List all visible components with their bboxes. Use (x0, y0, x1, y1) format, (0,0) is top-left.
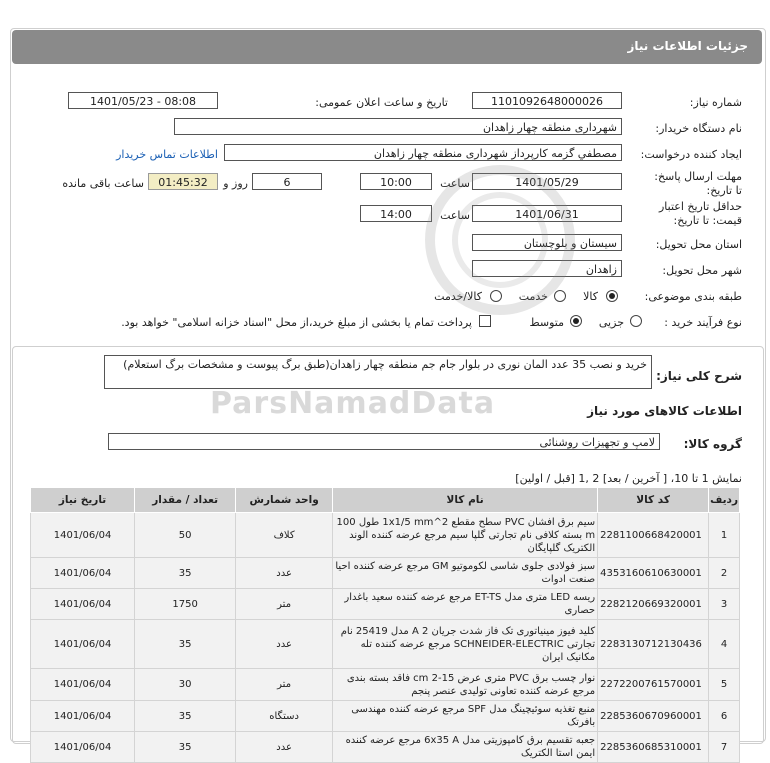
row-unit: کلاف (236, 513, 333, 558)
remaining-label: ساعت باقی مانده (62, 177, 144, 190)
city-field[interactable]: زاهدان (472, 260, 622, 277)
row-unit: عدد (236, 620, 333, 669)
table-row[interactable] (31, 701, 740, 732)
row-date: 1401/06/04 (31, 669, 135, 701)
validity-label: حداقل تاریخ اعتبار قیمت: تا تاریخ: (658, 200, 742, 227)
province-field[interactable]: سیستان و بلوچستان (472, 234, 622, 251)
row-code: 4353160610630001 (598, 558, 709, 589)
page-header (12, 30, 762, 64)
row-unit: متر (236, 669, 333, 701)
process-option-medium: متوسط (529, 316, 564, 329)
province-label: استان محل تحویل: (655, 238, 742, 251)
table-row[interactable] (31, 732, 740, 763)
page-title: جزئیات اطلاعات نیاز (627, 39, 748, 53)
row-code: 2285360685310001 (598, 732, 709, 763)
col-header-index: ردیف (709, 488, 740, 513)
row-code: 2281100668420001 (598, 513, 709, 558)
row-index: 4 (709, 620, 740, 669)
col-header-date: تاریخ نیاز (31, 488, 135, 513)
need-number-field[interactable]: 1101092648000026 (472, 92, 622, 109)
row-name: جعبه تقسیم برق کامپوزیتی مدل 6x35 A مرجع عرضه کننده ایمن استا الکتریک (333, 732, 598, 763)
days-label: روز و (223, 177, 248, 190)
row-name: کلید فیوز مینیاتوری تک فاز شدت جریان 2 A مدل 25419 نام تجارتی SCHNEIDER-ELECTRIC مرجع عرضه کننده تله مکانیک ایران (333, 620, 598, 669)
col-header-name: نام کالا (333, 488, 598, 513)
row-index: 7 (709, 732, 740, 763)
row-code: 2272200761570001 (598, 669, 709, 701)
row-index: 3 (709, 589, 740, 620)
process-label: نوع فرآیند خرید : (664, 316, 742, 329)
validity-time-field[interactable]: 14:00 (360, 205, 432, 222)
category-radio-goods[interactable] (606, 290, 618, 302)
creator-label: ایجاد کننده درخواست: (640, 148, 742, 161)
table-row[interactable] (31, 589, 740, 620)
process-radio-medium[interactable] (570, 315, 582, 327)
row-qty: 35 (135, 701, 236, 732)
row-index: 5 (709, 669, 740, 701)
row-qty: 35 (135, 620, 236, 669)
row-name: سیم برق افشان PVC سطح مقطع 2^1x1/5 mm طول 100 m بسته کلافی نام تجارتی گلپا سیم مرجع عرضه کننده الوند الکتریک گلپایگان (333, 513, 598, 558)
category-option-goods-service: کالا/خدمت (434, 290, 482, 303)
row-index: 6 (709, 701, 740, 732)
row-name: منبع تغذیه سوئیچینگ مدل SPF مرجع عرضه کننده مهندسی بافرتک (333, 701, 598, 732)
process-option-small: جزیی (598, 316, 624, 329)
row-unit: عدد (236, 558, 333, 589)
row-qty: 30 (135, 669, 236, 701)
category-option-service: خدمت (518, 290, 548, 303)
row-code: 2285360670960001 (598, 701, 709, 732)
announce-label: تاریخ و ساعت اعلان عمومی: (315, 96, 448, 109)
table-row[interactable] (31, 620, 740, 669)
col-header-qty: تعداد / مقدار (135, 488, 236, 513)
treasury-payment-checkbox[interactable] (479, 315, 491, 327)
watermark-logo-text: ParsNamadData (210, 386, 496, 421)
row-date: 1401/06/04 (31, 620, 135, 669)
row-unit: متر (236, 589, 333, 620)
description-label: شرح کلی نیاز: (656, 369, 742, 383)
description-field[interactable]: خرید و نصب 35 عدد المان نوری در بلوار جام جم منطقه چهار زاهدان(طبق برگ پیوست و مشخصات برگ استعلام) (104, 355, 652, 389)
deadline-time-field[interactable]: 10:00 (360, 173, 432, 190)
table-row[interactable] (31, 669, 740, 701)
row-name: نوار چسب برق PVC متری عرض 15-2 cm فاقد بسته بندی مرجع عرضه کننده تعاونی تولیدی عنصر پنجم (333, 669, 598, 701)
announce-field[interactable]: 1401/05/23 - 08:08 (68, 92, 218, 109)
row-name: سبز فولادی جلوی شاسی لکوموتیو GM مرجع عرضه کننده احیا صنعت ادوات (333, 558, 598, 589)
table-row[interactable] (31, 558, 740, 589)
deadline-date-field[interactable]: 1401/05/29 (472, 173, 622, 190)
category-label: طبقه بندی موضوعی: (644, 290, 742, 303)
row-unit: عدد (236, 732, 333, 763)
category-option-goods: کالا (583, 290, 598, 303)
row-index: 1 (709, 513, 740, 558)
row-name: ریسه LED متری مدل ET-TS مرجع عرضه کننده سعید باغدار حصاری (333, 589, 598, 620)
col-header-code: کد کالا (598, 488, 709, 513)
treasury-payment-note: پرداخت تمام یا بخشی از مبلغ خرید،از محل "اسناد خزانه اسلامی" خواهد بود. (121, 316, 472, 329)
process-radio-small[interactable] (630, 315, 642, 327)
col-header-unit: واحد شمارش (236, 488, 333, 513)
deadline-label: مهلت ارسال پاسخ: تا تاریخ: (654, 170, 742, 197)
creator-field[interactable]: مصطفي گزمه كارپرداز شهرداری منطقه چهار زاهدان (224, 144, 622, 161)
days-field[interactable]: 6 (252, 173, 322, 190)
buyer-contact-link[interactable]: اطلاعات تماس خریدار (116, 148, 218, 161)
row-date: 1401/06/04 (31, 589, 135, 620)
validity-time-label: ساعت (440, 209, 470, 222)
row-date: 1401/06/04 (31, 558, 135, 589)
row-unit: دستگاه (236, 701, 333, 732)
need-number-label: شماره نیاز: (689, 96, 742, 109)
buyer-org-label: نام دستگاه خریدار: (655, 122, 742, 135)
pagination[interactable]: نمایش 1 تا 10، [ آخرین / بعد] 2 ,1 [قبل / اولین] (515, 472, 742, 485)
row-qty: 50 (135, 513, 236, 558)
remaining-timer: 01:45:32 (148, 173, 218, 190)
category-radio-goods-service[interactable] (490, 290, 502, 302)
table-row[interactable] (31, 513, 740, 558)
deadline-time-label: ساعت (440, 177, 470, 190)
city-label: شهر محل تحویل: (662, 264, 742, 277)
goods-group-field[interactable]: لامپ و تجهیزات روشنائی (108, 433, 660, 450)
goods-table-header (31, 488, 740, 513)
validity-date-field[interactable]: 1401/06/31 (472, 205, 622, 222)
buyer-org-field[interactable]: شهرداری منطقه چهار زاهدان (174, 118, 622, 135)
goods-section-title: اطلاعات کالاهای مورد نیاز (587, 404, 742, 418)
category-radio-service[interactable] (554, 290, 566, 302)
goods-group-label: گروه کالا: (683, 437, 742, 451)
row-index: 2 (709, 558, 740, 589)
goods-table (30, 487, 740, 763)
row-code: 2283130712130436 (598, 620, 709, 669)
row-date: 1401/06/04 (31, 732, 135, 763)
row-qty: 35 (135, 732, 236, 763)
row-qty: 35 (135, 558, 236, 589)
row-code: 2282120669320001 (598, 589, 709, 620)
row-date: 1401/06/04 (31, 513, 135, 558)
row-date: 1401/06/04 (31, 701, 135, 732)
row-qty: 1750 (135, 589, 236, 620)
